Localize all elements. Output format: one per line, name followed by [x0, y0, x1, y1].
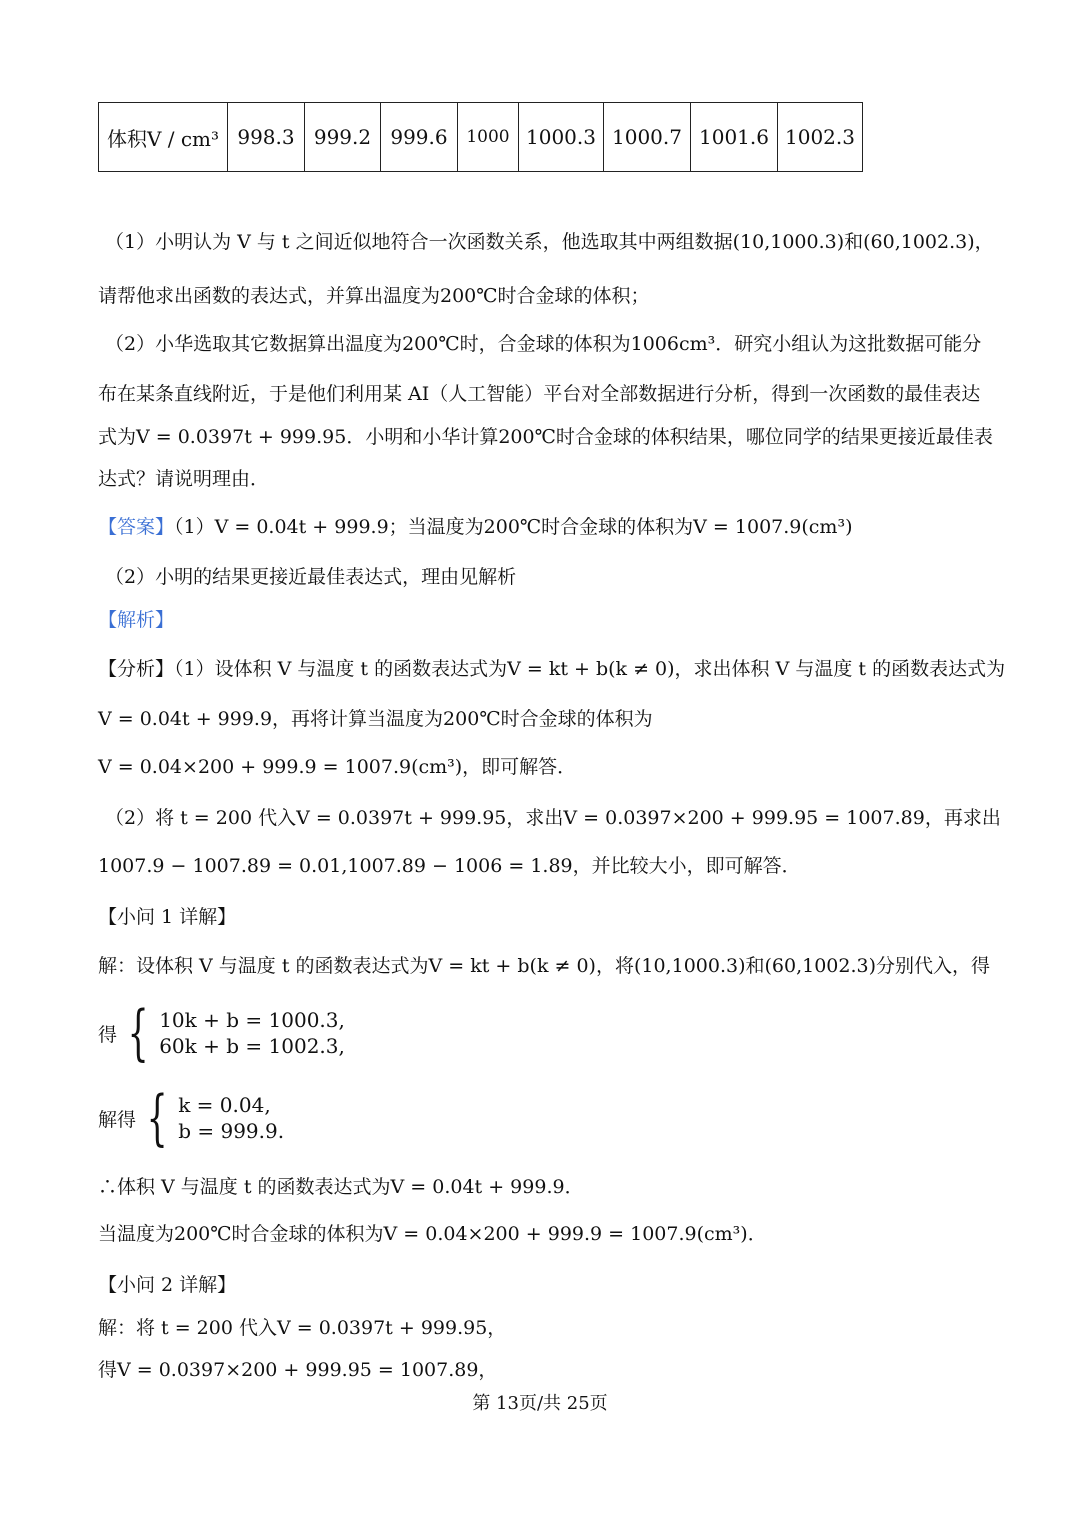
- equation-system-2: [98, 1083, 285, 1153]
- brace-icon: {: [146, 1083, 168, 1153]
- equation-system-1: [98, 998, 345, 1068]
- analysis-tag: 【解析】: [98, 609, 175, 631]
- analysis-line-1: 【分析】（1）设体积 V 与温度 t 的函数表达式为V = kt + b(k ≠ 0)，求出体积 V 与温度 t 的函数表达式为: [98, 658, 1006, 680]
- system-row: k = 0.04,: [178, 1093, 271, 1117]
- table-row: [99, 103, 863, 172]
- table-cell: 1000.3: [519, 103, 604, 172]
- question-line-4: 布在某条直线附近，于是他们利用某 AI（人工智能）平台对全部数据进行分析，得到一次函数的最佳表达: [98, 383, 981, 405]
- table-cell: 999.6: [381, 103, 458, 172]
- table-row-label: 体积V / cm³: [99, 103, 228, 172]
- q2-line-1: 解：将 t = 200 代入V = 0.0397t + 999.95，: [98, 1317, 507, 1339]
- question-line-1: （1）小明认为 V 与 t 之间近似地符合一次函数关系，他选取其中两组数据(10,1000.3)和(60,1002.3)，: [105, 231, 994, 253]
- table-cell: 1000: [458, 103, 519, 172]
- brace-icon: {: [127, 998, 149, 1068]
- q1-line-3: 当温度为200℃时合金球的体积为V = 0.04×200 + 999.9 = 1007.9(cm³)．: [98, 1223, 767, 1245]
- question-line-2: 请帮他求出函数的表达式，并算出温度为200℃时合金球的体积；: [98, 285, 650, 307]
- system-prefix: 得: [98, 1023, 118, 1046]
- q2-line-2: 得V = 0.0397×200 + 999.95 = 1007.89，: [98, 1359, 498, 1381]
- table-cell: 1001.6: [691, 103, 778, 172]
- question-line-3: （2）小华选取其它数据算出温度为200℃时，合金球的体积为1006cm³．研究小组认为这批数据可能分: [105, 333, 982, 355]
- question-line-5: 式为V = 0.0397t + 999.95．小明和小华计算200℃时合金球的体积结果，哪位同学的结果更接近最佳表: [98, 426, 993, 448]
- analysis-line-3: V = 0.04×200 + 999.9 = 1007.9(cm³)，即可解答．: [98, 756, 577, 778]
- analysis-line-5: 1007.9 − 1007.89 = 0.01,1007.89 − 1006 = 1.89，并比较大小，即可解答．: [98, 855, 801, 877]
- page-footer: 第 13页/共 25页: [472, 1393, 608, 1414]
- q1-title: 【小问 1 详解】: [98, 906, 237, 928]
- system-row: 60k + b = 1002.3,: [159, 1034, 345, 1058]
- analysis-line-2: V = 0.04t + 999.9，再将计算当温度为200℃时合金球的体积为: [98, 708, 653, 730]
- answer-tag: 【答案】: [98, 516, 175, 538]
- system-row: b = 999.9.: [178, 1119, 285, 1143]
- system-row: 10k + b = 1000.3,: [159, 1008, 345, 1032]
- answer-part1: （1）V = 0.04t + 999.9；当温度为200℃时合金球的体积为V = 1007.9(cm³): [174, 516, 853, 538]
- question-line-6: 达式？请说明理由．: [98, 468, 270, 490]
- analysis-line-4: （2）将 t = 200 代入V = 0.0397t + 999.95，求出V = 0.0397×200 + 999.95 = 1007.89，再求出: [105, 807, 1001, 829]
- q2-title: 【小问 2 详解】: [98, 1274, 237, 1296]
- q1-line-2: ∴体积 V 与温度 t 的函数表达式为V = 0.04t + 999.9．: [98, 1176, 584, 1198]
- volume-table: [98, 102, 863, 172]
- table-cell: 999.2: [305, 103, 381, 172]
- system-prefix: 解得: [98, 1108, 137, 1131]
- table-cell: 1000.7: [604, 103, 691, 172]
- answer-line: [98, 515, 982, 540]
- answer-part2: （2）小明的结果更接近最佳表达式，理由见解析: [105, 566, 517, 588]
- q1-line-1: 解：设体积 V 与温度 t 的函数表达式为V = kt + b(k ≠ 0)，将(10,1000.3)和(60,1002.3)分别代入，得: [98, 955, 991, 977]
- table-cell: 998.3: [228, 103, 305, 172]
- table-cell: 1002.3: [778, 103, 863, 172]
